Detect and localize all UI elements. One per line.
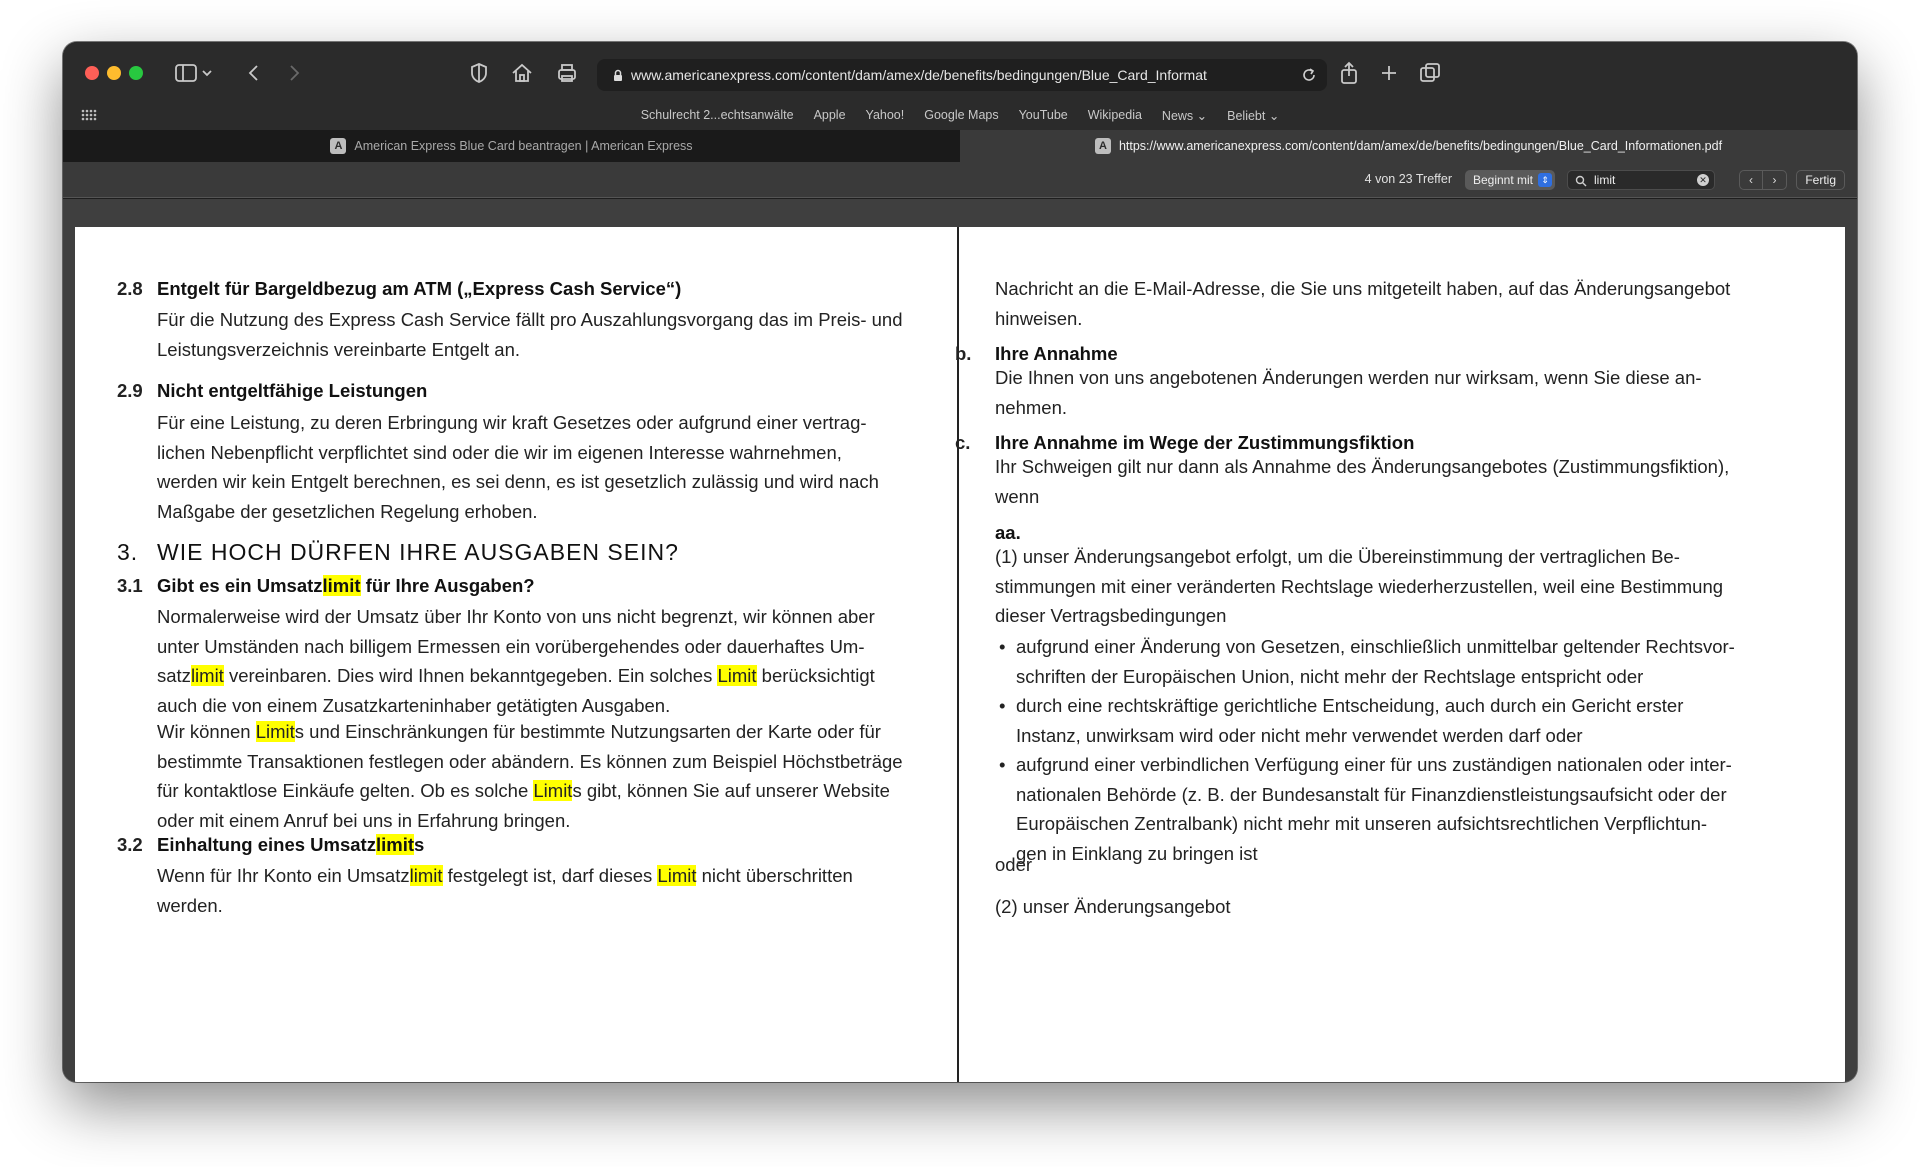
text-line: Nachricht an die E-Mail-Adresse, die Sie uns mitgeteilt haben, auf das Änderungsangebot bbox=[995, 278, 1731, 299]
text-line: Maßgabe der gesetzlichen Regelung erhoben. bbox=[157, 500, 538, 522]
text-line: Europäischen Zentralbank) nicht mehr mit unseren aufsichtsrechtlichen Verpflichtun- bbox=[1016, 813, 1708, 834]
paragraph bbox=[995, 542, 1723, 631]
text-span: Wenn für Ihr Konto ein Umsatz bbox=[157, 865, 410, 886]
text-line bbox=[157, 661, 875, 691]
search-highlight: Limit bbox=[533, 780, 573, 801]
tab-overview-icon[interactable] bbox=[1419, 60, 1441, 86]
section-number: 3.1 bbox=[117, 575, 143, 596]
print-icon[interactable] bbox=[556, 60, 578, 86]
bookmark-item[interactable]: Schulrecht 2...echtsanwälte bbox=[640, 108, 794, 122]
toolbar bbox=[63, 42, 1857, 100]
pdf-viewer[interactable] bbox=[63, 199, 1857, 1082]
text-line: Normalerweise wird der Umsatz über Ihr Konto von uns nicht begrenzt, wir können aber bbox=[157, 606, 875, 627]
find-mode-label: Beginnt mit bbox=[1472, 173, 1533, 187]
bullet-marker: • bbox=[999, 636, 1006, 657]
section-number: 2.8 bbox=[117, 278, 143, 299]
text-line: oder bbox=[995, 854, 1033, 875]
text-span: vereinbaren. Dies wird Ihnen bekanntgegeben. Ein solches bbox=[223, 665, 718, 686]
search-highlight: limit bbox=[375, 834, 414, 855]
search-highlight: limit bbox=[322, 575, 361, 596]
find-bar bbox=[63, 162, 1857, 198]
privacy-shield-icon[interactable] bbox=[469, 60, 489, 86]
updown-chevron-icon: ⇕ bbox=[1538, 173, 1552, 187]
search-highlight: Limit bbox=[717, 665, 757, 686]
text-line: lichen Nebenpflicht verpflichtet sind oder die wir im eigenen Interesse wahrnehmen, bbox=[157, 441, 842, 463]
address-bar[interactable] bbox=[597, 59, 1327, 91]
search-highlight: limit bbox=[409, 865, 443, 886]
back-icon[interactable] bbox=[247, 60, 261, 86]
close-window-button[interactable] bbox=[85, 66, 99, 80]
text-line: werden wir kein Entgelt berechnen, es sei denn, es ist gesetzlich zulässig und wird nach bbox=[157, 471, 879, 492]
text-line: nehmen. bbox=[995, 396, 1067, 418]
text-line: oder mit einem Anruf bei uns in Erfahrung bringen. bbox=[157, 809, 571, 831]
section-heading bbox=[117, 571, 937, 601]
text-span: berücksichtigt bbox=[756, 665, 875, 686]
paragraph bbox=[117, 861, 853, 920]
text-span: satz bbox=[157, 665, 191, 686]
text-span: für kontaktlose Einkäufe gelten. Ob es solche bbox=[157, 780, 534, 801]
search-highlight: Limit bbox=[255, 721, 295, 742]
find-query: limit bbox=[1594, 173, 1616, 187]
bookmark-item[interactable]: Apple bbox=[813, 108, 846, 122]
section-heading bbox=[117, 830, 937, 860]
find-previous-icon[interactable]: ‹ bbox=[1740, 171, 1763, 189]
text-span: Gibt es ein Umsatz bbox=[157, 575, 323, 596]
url-text: www.americanexpress.com/content/dam/amex/de/benefits/bedingungen/Blue_Card_Informat bbox=[631, 67, 1207, 83]
paragraph bbox=[995, 452, 1729, 511]
tab-blue-card-pdf[interactable] bbox=[960, 130, 1857, 162]
list-item bbox=[999, 750, 1825, 868]
text-line: Für eine Leistung, zu deren Erbringung wir kraft Gesetzes oder aufgrund einer vertrag- bbox=[157, 412, 867, 433]
tab-title: American Express Blue Card beantragen | American Express bbox=[354, 139, 693, 153]
bookmark-folder-beliebt[interactable]: Beliebt ⌄ bbox=[1227, 108, 1280, 123]
text-line: schriften der Europäischen Union, nicht mehr der Rechtslage entspricht oder bbox=[1016, 665, 1644, 687]
share-icon[interactable] bbox=[1339, 60, 1359, 86]
search-highlight: Limit bbox=[657, 865, 697, 886]
text-line: hinweisen. bbox=[995, 307, 1083, 329]
find-search-input[interactable] bbox=[1567, 170, 1715, 190]
text-line bbox=[157, 717, 903, 747]
text-line: Leistungsverzeichnis vereinbarte Entgelt an. bbox=[157, 338, 521, 360]
paragraph bbox=[117, 408, 879, 526]
text-line: Für die Nutzung des Express Cash Service fällt pro Auszahlungsvorgang das im Preis- und bbox=[157, 309, 903, 330]
sidebar-toggle-icon[interactable] bbox=[175, 60, 215, 86]
text-span: festgelegt ist, darf dieses bbox=[442, 865, 658, 886]
text-line: (1) unser Änderungsangebot erfolgt, um die Übereinstimmung der vertraglichen Be- bbox=[995, 546, 1680, 567]
text-line: Instanz, unwirksam wird oder nicht mehr verwendet werden darf oder bbox=[1016, 724, 1583, 746]
amex-favicon-icon: A bbox=[1095, 138, 1111, 154]
find-match-count: 4 von 23 Treffer bbox=[1364, 172, 1452, 186]
chapter-number: 3. bbox=[117, 539, 139, 565]
reload-icon[interactable] bbox=[1301, 67, 1317, 86]
browser-window bbox=[63, 42, 1857, 1082]
text-line: (2) unser Änderungsangebot bbox=[995, 896, 1231, 917]
tab-amex-blue-card[interactable] bbox=[63, 130, 960, 162]
section-heading: Nicht entgeltfähige Leistungen bbox=[157, 380, 428, 401]
search-highlight: limit bbox=[190, 665, 224, 686]
amex-favicon-icon: A bbox=[330, 138, 346, 154]
text-span: s gibt, können Sie auf unserer Website bbox=[572, 780, 890, 801]
list-item bbox=[999, 691, 1825, 750]
text-span: s bbox=[414, 834, 425, 855]
text-line: durch eine rechtskräftige gerichtliche Entscheidung, auch durch ein Gericht erster bbox=[1016, 695, 1684, 716]
search-icon bbox=[1575, 174, 1587, 192]
bookmarks-grid-icon[interactable] bbox=[81, 108, 97, 126]
bookmark-item[interactable]: Yahoo! bbox=[865, 108, 905, 122]
text-line: wenn bbox=[995, 485, 1040, 507]
section-number: 3.2 bbox=[117, 834, 143, 855]
bullet-marker: • bbox=[999, 754, 1006, 775]
find-mode-select[interactable] bbox=[1465, 170, 1555, 190]
chapter-heading: WIE HOCH DÜRFEN IHRE AUSGABEN SEIN? bbox=[157, 539, 679, 565]
find-done-button[interactable]: Fertig bbox=[1796, 170, 1845, 190]
text-line: werden. bbox=[157, 894, 223, 916]
text-line: auch die von einem Zusatzkarteninhaber getätigten Ausgaben. bbox=[157, 694, 671, 716]
item-letter: b. bbox=[955, 343, 972, 364]
pdf-page bbox=[75, 227, 1845, 1082]
tab-title: https://www.americanexpress.com/content/dam/amex/de/benefits/bedingungen/Blue_Card_Informationen.pdf bbox=[1118, 139, 1723, 153]
minimize-window-button[interactable] bbox=[107, 66, 121, 80]
text-line: aufgrund einer verbindlichen Verfügung einer für uns zuständigen nationalen oder inter- bbox=[1016, 754, 1732, 775]
text-line bbox=[157, 861, 853, 891]
find-navigation bbox=[1739, 170, 1787, 190]
text-line: nationalen Behörde (z. B. der Bundesanstalt für Finanzdienstleistungsaufsicht oder der bbox=[1016, 783, 1727, 805]
forward-icon[interactable] bbox=[287, 60, 301, 86]
text-span: nicht überschritten bbox=[696, 865, 853, 886]
tab-bar bbox=[63, 130, 1857, 162]
lock-icon bbox=[613, 69, 623, 82]
bookmark-item[interactable]: Wikipedia bbox=[1087, 108, 1142, 122]
new-tab-icon[interactable] bbox=[1379, 60, 1399, 86]
zoom-window-button[interactable] bbox=[129, 66, 143, 80]
text-line: stimmungen mit einer veränderten Rechtslage wiederherzustellen, weil eine Bestimmung bbox=[995, 575, 1724, 597]
subitem-heading: aa. bbox=[995, 522, 1021, 543]
text-span: s und Einschränkungen für bestimmte Nutzungsarten der Karte oder für bbox=[294, 721, 881, 742]
item-heading: Ihre Annahme bbox=[995, 343, 1118, 364]
paragraph bbox=[995, 363, 1702, 422]
text-line: bestimmte Transaktionen festlegen oder abändern. Es können zum Beispiel Höchstbeträge bbox=[157, 750, 903, 772]
bookmark-folder-news[interactable]: News ⌄ bbox=[1161, 108, 1208, 123]
paragraph bbox=[995, 274, 1730, 333]
text-line: aufgrund einer Änderung von Gesetzen, einschließlich unmittelbar geltender Rechtsvor- bbox=[1016, 636, 1735, 657]
item-letter: c. bbox=[955, 432, 971, 453]
item-heading: Ihre Annahme im Wege der Zustimmungsfiktion bbox=[995, 432, 1415, 453]
bookmark-item[interactable]: YouTube bbox=[1018, 108, 1068, 122]
paragraph bbox=[117, 305, 903, 364]
text-line: Die Ihnen von uns angebotenen Änderungen werden nur wirksam, wenn Sie diese an- bbox=[995, 367, 1702, 388]
bookmarks-bar bbox=[63, 100, 1857, 130]
paragraph bbox=[117, 602, 875, 720]
text-line: unter Umständen nach billigem Ermessen ein vorübergehendes oder dauerhaftes Um- bbox=[157, 635, 865, 657]
text-span: für Ihre Ausgaben? bbox=[360, 575, 535, 596]
list-item bbox=[999, 632, 1825, 691]
text-line: dieser Vertragsbedingungen bbox=[995, 605, 1227, 626]
text-line: Ihr Schweigen gilt nur dann als Annahme des Änderungsangebotes (Zustimmungsfiktion), bbox=[995, 456, 1730, 477]
bookmark-item[interactable]: Google Maps bbox=[924, 108, 999, 122]
paragraph bbox=[117, 717, 903, 835]
text-line bbox=[157, 776, 903, 806]
home-icon[interactable] bbox=[511, 60, 533, 86]
section-number: 2.9 bbox=[117, 380, 143, 401]
bullet-list bbox=[995, 632, 1825, 868]
text-span: Einhaltung eines Umsatz bbox=[157, 834, 376, 855]
text-span: Wir können bbox=[157, 721, 256, 742]
find-next-icon[interactable]: › bbox=[1772, 173, 1777, 187]
clear-search-icon[interactable]: ✕ bbox=[1697, 174, 1709, 186]
bullet-marker: • bbox=[999, 695, 1006, 716]
text-line: gen in Einklang zu bringen ist bbox=[1016, 842, 1258, 864]
section-heading: Entgelt für Bargeldbezug am ATM („Express Cash Service“) bbox=[157, 278, 682, 299]
